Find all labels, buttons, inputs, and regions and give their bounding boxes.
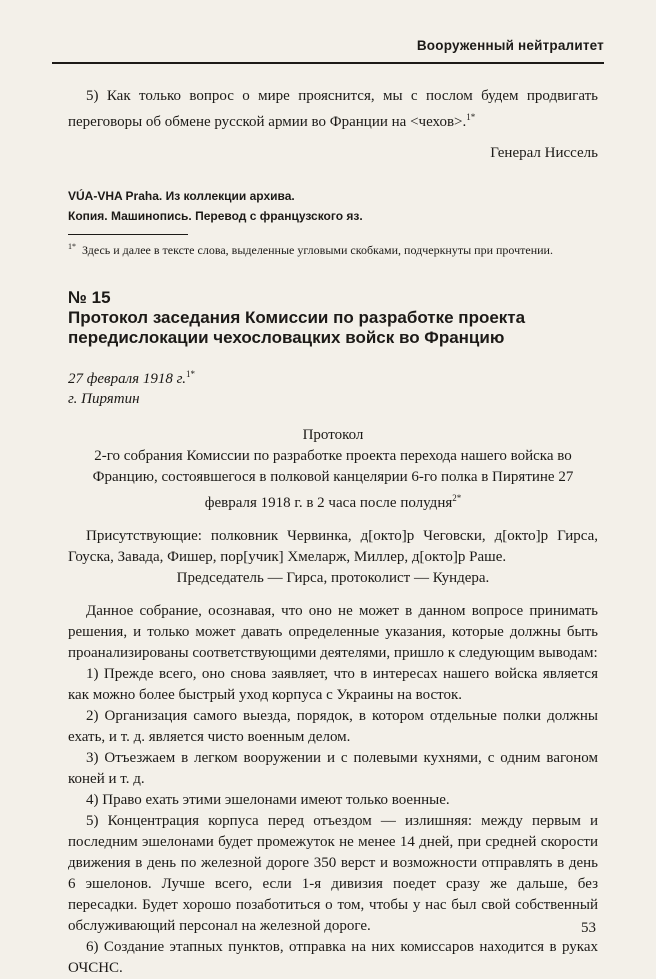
copy-note: Копия. Машинопись. Перевод с французского яз.	[68, 209, 363, 223]
footnote	[68, 239, 598, 258]
protocol-subtitle	[68, 446, 598, 514]
document-heading	[68, 288, 598, 348]
conclusion-item-3: 3) Отъезжаем в легком вооружении и с полевыми кухнями, с одним вагоном коней и т. д.	[68, 750, 598, 787]
document-date-line	[68, 364, 598, 389]
document-date-mark: 1*	[186, 369, 195, 379]
document-number: № 15	[68, 288, 111, 307]
signature: Генерал Ниссель	[490, 145, 598, 161]
prior-item-5-text: 5) Как только вопрос о мире прояснится, мы с послом будем продвигать переговоры об обмене русской армии во Франции на <чехов>.	[68, 88, 598, 130]
footnote-text: Здесь и далее в тексте слова, выделенные угловыми скобками, подчеркнуты при прочтении.	[82, 243, 553, 257]
conclusion-item-5: 5) Концентрация корпуса перед отъездом — излишняя: между первым и последним эшелонами будет промежуток не менее 14 дней, при средней скорости движения в день по железной дороге 350 верст и возможности отправлять в день 6 эшелонов. Лучше всего, если 1-я дивизия поедет сразу же дальше, без пересадки. Будет хорошо позаботиться о том, чтобы у нас был свой собственный обслуживающий персонал на железной дороге.	[68, 813, 598, 934]
conclusion-item-4: 4) Право ехать этими эшелонами имеют только военные.	[86, 792, 450, 808]
document-date: 27 февраля 1918 г.	[68, 371, 186, 387]
page-body	[68, 86, 598, 979]
footnote-rule	[68, 234, 188, 235]
dateline	[68, 364, 598, 409]
protocol-subtitle-mark: 2*	[452, 493, 462, 503]
protocol-subtitle-text: 2-го собрания Комиссии по разработке проекта перехода нашего войска во Францию, состоявшегося в полковой канцелярии 6-го полка в Пирятине 27 февраля 1918 г. в 2 часа после полудня	[92, 448, 574, 511]
intro-paragraph: Данное собрание, осознавая, что оно не может в данном вопросе принимать решения, и только может давать определенные указания, которые должны быть проанализированы соответствующими деятелями, пришло к следующим выводам:	[68, 603, 598, 661]
archive-source: VÚA-VHA Praha. Из коллекции архива.	[68, 189, 295, 203]
attendees: Присутствующие: полковник Червинка, д[окто]р Чеговски, д[окто]р Гирса, Гоуска, Завада, Фишер, пор[учик] Хмеларж, Миллер, д[окто]р Раше.	[68, 528, 598, 565]
prior-item-5	[68, 86, 598, 133]
document-title: Протокол заседания Комиссии по разработке проекта передислокации чехословацких войск во Францию	[68, 308, 526, 347]
page-number: 53	[581, 920, 596, 936]
prior-item-5-footnote-mark: 1*	[466, 112, 476, 122]
chair-line: Председатель — Гирса, протоколист — Кундера.	[176, 570, 490, 586]
document-place: г. Пирятин	[68, 391, 140, 407]
conclusion-item-1: 1) Прежде всего, оно снова заявляет, что в интересах нашего войска является как можно более быстрый уход корпуса с Украины на восток.	[68, 666, 598, 703]
running-head: Вооруженный нейтралитет	[416, 38, 604, 53]
footnote-mark: 1*	[68, 242, 76, 251]
header-rule	[52, 62, 604, 64]
spacer	[68, 514, 598, 526]
protocol-word: Протокол	[302, 427, 364, 443]
spacer	[68, 589, 598, 601]
conclusion-item-6: 6) Создание этапных пунктов, отправка на них комиссаров находится в руках ОЧСНС.	[68, 939, 598, 976]
conclusion-item-2: 2) Организация самого выезда, порядок, в котором отдельные полки должны ехать, и т. д. является чисто военным делом.	[68, 708, 598, 745]
